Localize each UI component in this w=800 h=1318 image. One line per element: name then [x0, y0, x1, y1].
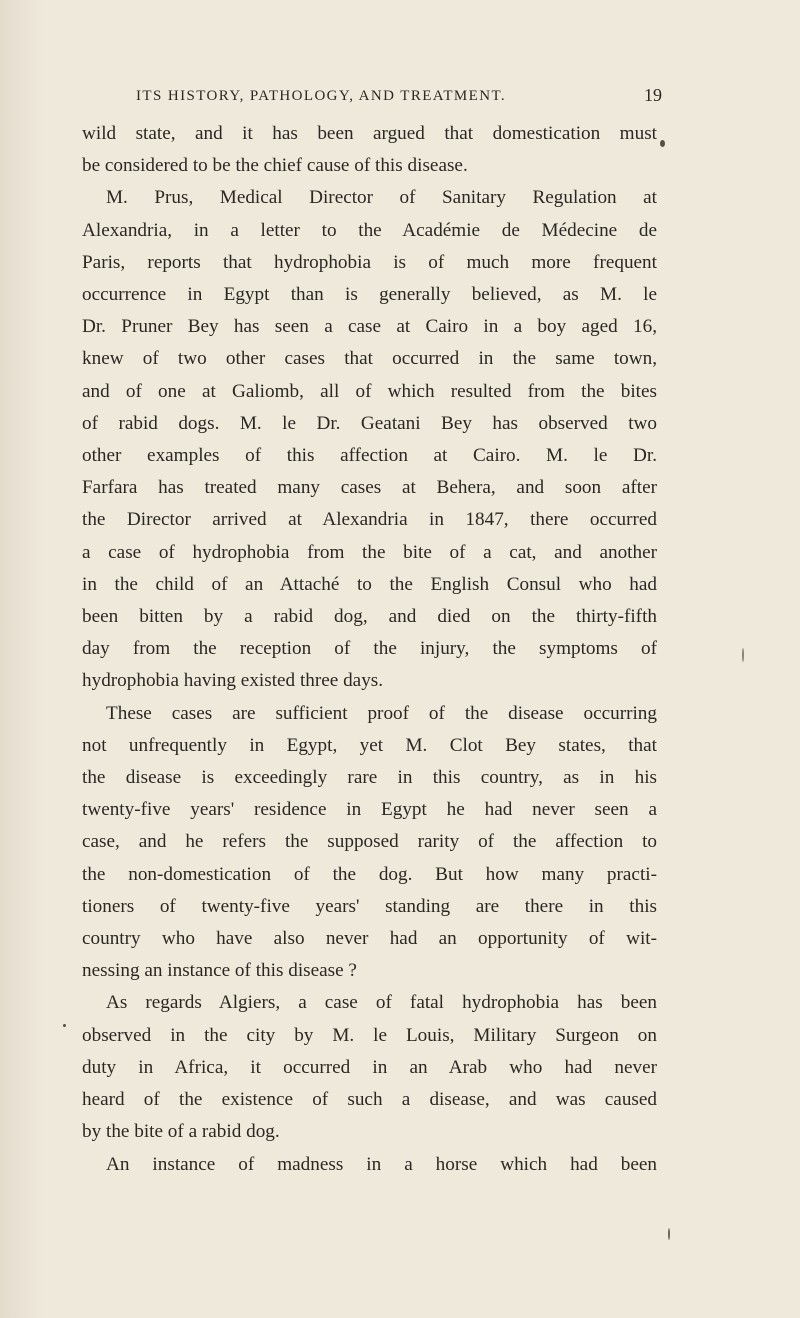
text-line: hydrophobia having existed three days.: [82, 670, 384, 692]
page-edge-shadow: [0, 0, 44, 1318]
ink-blot: [63, 1024, 66, 1027]
text-line: country who have also never had an opportunity of wit-: [82, 928, 657, 950]
text-line: the disease is exceedingly rare in this country, as in his: [82, 767, 657, 789]
text-line: nessing an instance of this disease ?: [82, 960, 357, 982]
page-number: 19: [644, 85, 662, 105]
ink-blot: [742, 648, 744, 662]
text-line: Paris, reports that hydrophobia is of much more frequent: [82, 251, 657, 273]
text-line: As regards Algiers, a case of fatal hydrophobia has been: [106, 992, 657, 1014]
text-line: Dr. Pruner Bey has seen a case at Cairo in a boy aged 16,: [82, 316, 657, 338]
body-text: [82, 118, 657, 1181]
text-line: case, and he refers the supposed rarity of the affection to: [82, 831, 657, 853]
text-line: Farfara has treated many cases at Behera, and soon after: [82, 477, 657, 499]
text-line: the Director arrived at Alexandria in 1847, there occurred: [82, 509, 657, 531]
text-line: wild state, and it has been argued that domestication must: [82, 123, 657, 144]
text-line: the non-domestication of the dog. But how many practi-: [82, 863, 657, 885]
paragraph: [82, 1149, 657, 1181]
text-line: by the bite of a rabid dog.: [82, 1121, 280, 1143]
text-line: heard of the existence of such a disease, and was caused: [82, 1089, 657, 1111]
text-line: knew of two other cases that occurred in the same town,: [82, 348, 657, 370]
ink-blot: [660, 140, 665, 147]
text-line: a case of hydrophobia from the bite of a cat, and another: [82, 541, 657, 563]
paragraph: [82, 698, 657, 988]
text-line: M. Prus, Medical Director of Sanitary Regulation at: [106, 187, 657, 209]
text-line: observed in the city by M. le Louis, Military Surgeon on: [82, 1024, 657, 1046]
text-line: Alexandria, in a letter to the Académie de Médecine de: [82, 219, 657, 241]
text-line: not unfrequently in Egypt, yet M. Clot Bey states, that: [82, 734, 657, 756]
text-line: An instance of madness in a horse which had been: [106, 1153, 657, 1175]
ink-blot: [668, 1228, 670, 1240]
text-line: been bitten by a rabid dog, and died on the thirty-fifth: [82, 606, 657, 628]
text-line: occurrence in Egypt than is generally believed, as M. le: [82, 284, 657, 306]
text-line: of rabid dogs. M. le Dr. Geatani Bey has observed two: [82, 412, 657, 434]
text-line: twenty-five years' residence in Egypt he had never seen a: [82, 799, 657, 821]
paragraph: [82, 118, 657, 182]
text-line: These cases are sufficient proof of the disease occurring: [106, 702, 657, 724]
text-line: other examples of this affection at Cairo. M. le Dr.: [82, 445, 657, 467]
text-line: tioners of twenty-five years' standing are there in this: [82, 895, 657, 917]
paragraph: [82, 987, 657, 1148]
text-line: be considered to be the chief cause of this disease.: [82, 155, 468, 177]
text-line: in the child of an Attaché to the English Consul who had: [82, 573, 657, 595]
paragraph: [82, 182, 657, 697]
text-line: day from the reception of the injury, the symptoms of: [82, 638, 657, 660]
running-head: ITS HISTORY, PATHOLOGY, AND TREATMENT.: [136, 88, 507, 104]
text-line: and of one at Galiomb, all of which resulted from the bites: [82, 380, 657, 402]
text-line: duty in Africa, it occurred in an Arab who had never: [82, 1056, 657, 1078]
